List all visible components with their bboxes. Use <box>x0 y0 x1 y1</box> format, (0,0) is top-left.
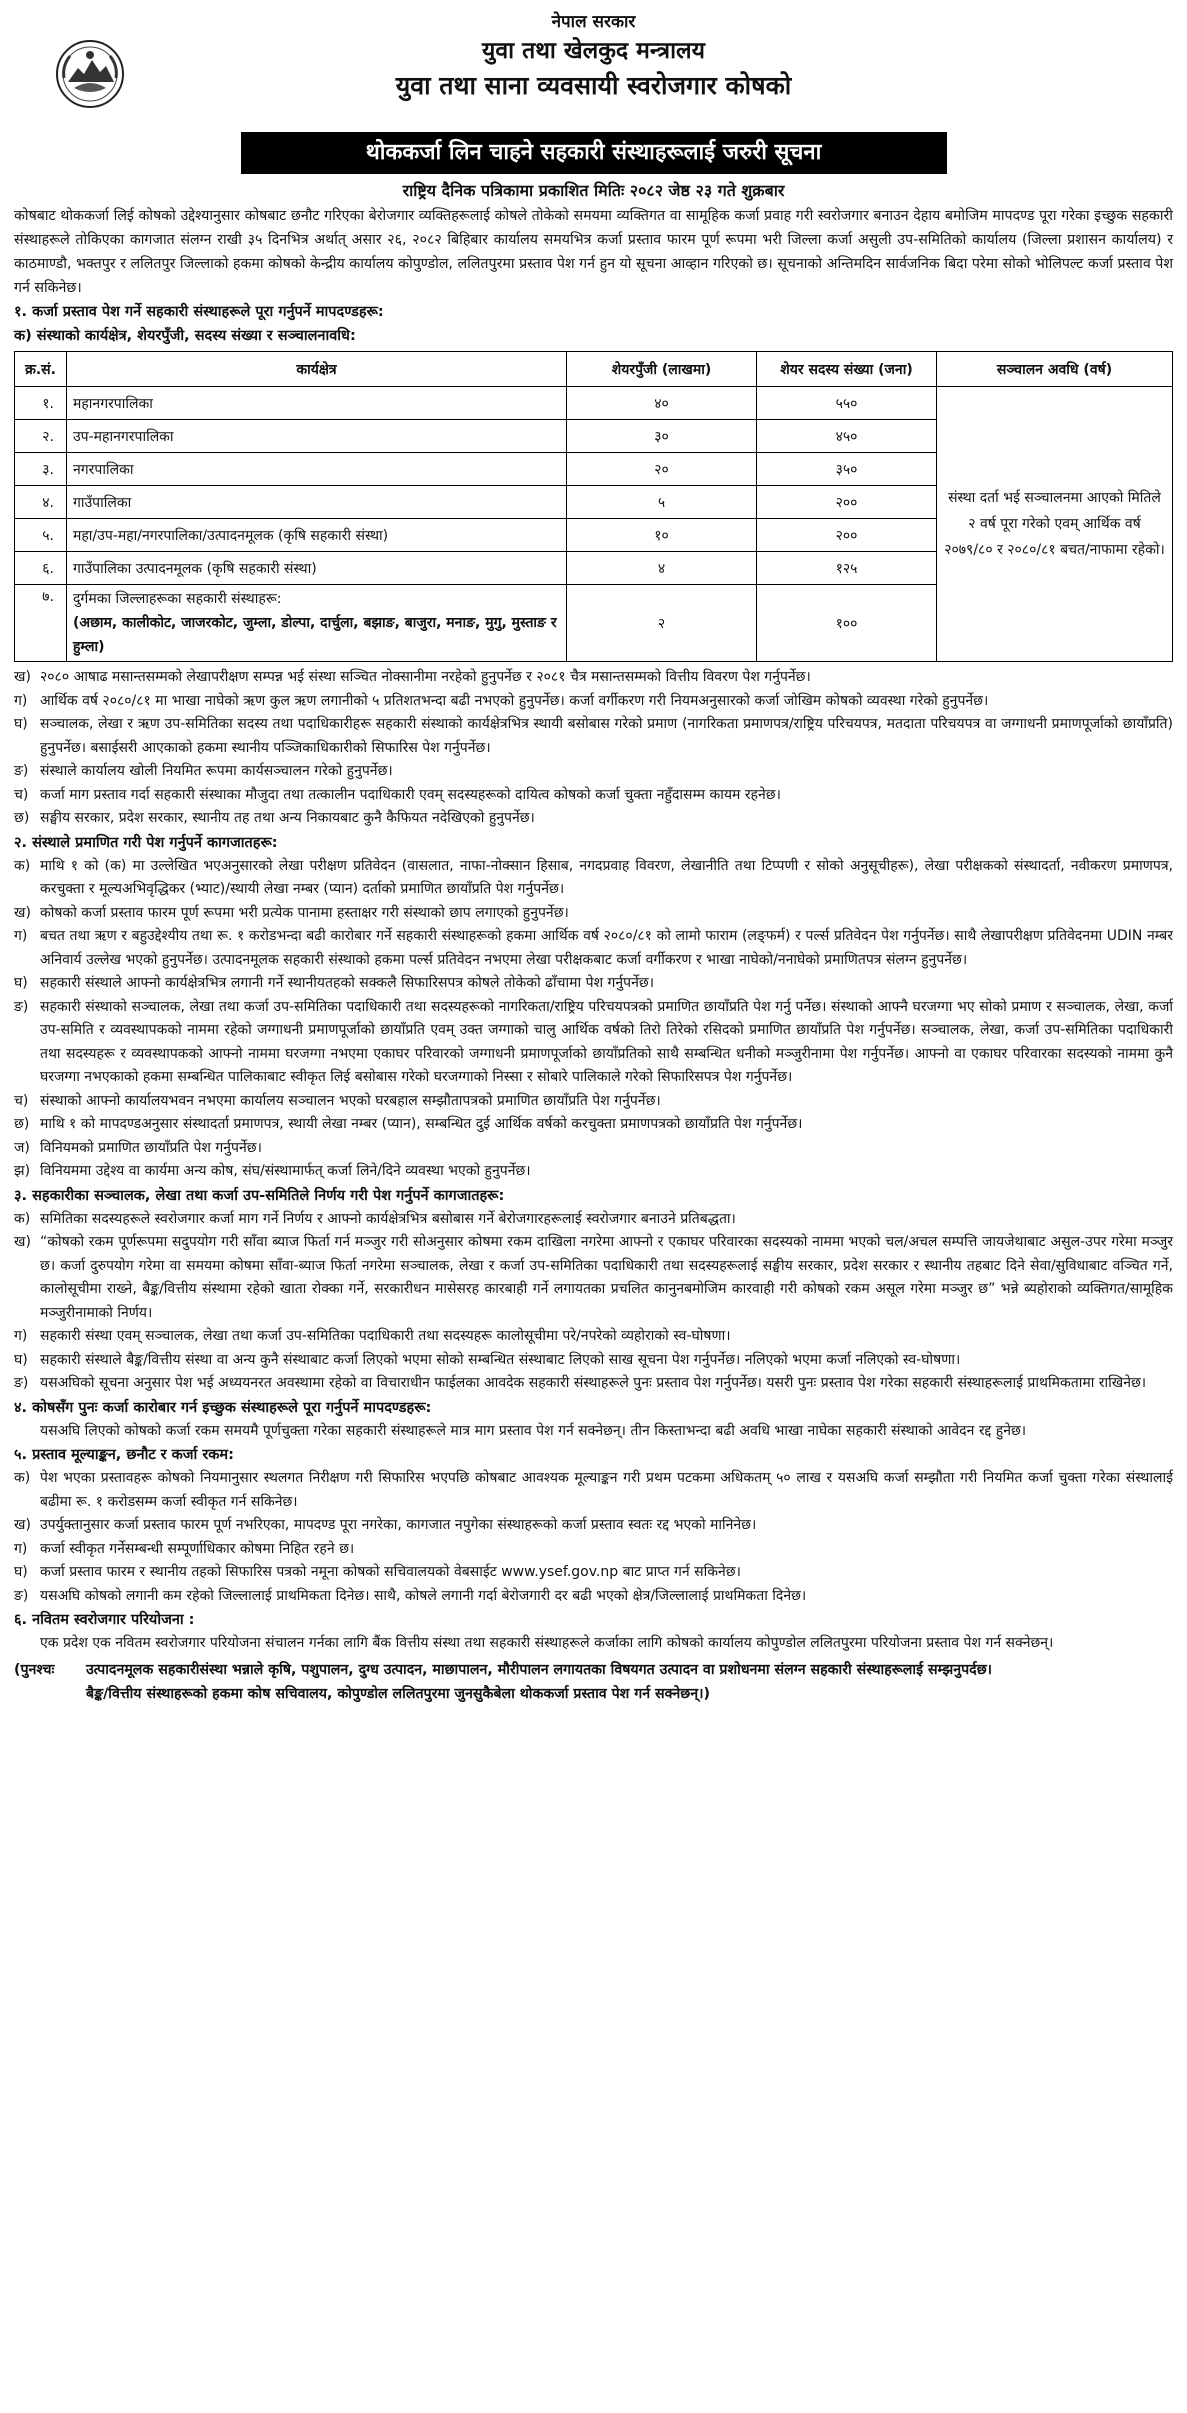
row-share: ४० <box>567 387 757 420</box>
list-item <box>14 784 1173 808</box>
item-text: माथि १ को मापदण्डअनुसार संस्थादर्ता प्रमाणपत्र, स्थायी लेखा नम्बर (प्यान), सम्बन्धित दुई आर्थिक वर्षको करचुक्ता प्रमाणपत्रको छायाँप्रति पेश गर्नुपर्नेछ। <box>40 1116 803 1132</box>
row-sn: ५. <box>15 519 67 552</box>
list-item <box>14 925 1173 972</box>
row-sn: ७. <box>15 585 67 662</box>
item-text: संस्थाले कार्यालय खोली नियमित रूपमा कार्यसञ्चालन गरेको हुनुपर्नेछ। <box>40 763 393 779</box>
item-marker: च) <box>14 1092 29 1109</box>
item-marker: छ) <box>14 1116 30 1132</box>
row-sn: ६. <box>15 552 67 585</box>
item-marker: घ) <box>14 975 28 991</box>
row-share: २० <box>567 453 757 486</box>
list-item <box>14 1561 1173 1585</box>
section-1-items <box>14 666 1173 831</box>
item-marker: घ) <box>14 1564 28 1580</box>
list-item <box>14 1325 1173 1349</box>
item-text: पेश भएका प्रस्तावहरू कोषको नियमानुसार स्थलगत निरीक्षण गरी सिफारिस भएपछि कोषबाट आवश्यक मूल्याङ्कन गरी प्रथम पटकमा अधिकतम् ५० लाख र यसअघि कर्जा सम्झौता गरी नियमित कर्जा चुक्ता गरेका संस्थालाई बढीमा रू. १ करोडसम्म कर्जा स्वीकृत गर्न सकिनेछ। <box>40 1470 1173 1510</box>
list-item <box>14 996 1173 1090</box>
item-marker: ख) <box>14 1234 31 1250</box>
footnote-line-1: उत्पादनमूलक सहकारीसंस्था भन्नाले कृषि, पशुपालन, दुग्ध उत्पादन, माछापालन, मौरीपालन लगायतका विषयगत उत्पादन वा प्रशोधनमा संलग्न सहकारी संस्थाहरूलाई सम्झनुपर्दछ। <box>86 1661 993 1678</box>
list-item <box>14 1538 1173 1562</box>
table-row <box>15 387 1173 420</box>
notice-banner: थोककर्जा लिन चाहने सहकारी संस्थाहरूलाई जरुरी सूचना <box>241 132 947 174</box>
table-header: शेयर सदस्य संख्या (जना) <box>757 352 937 387</box>
row-members: २०० <box>757 519 937 552</box>
footnote-marker: (पुनश्चः <box>14 1661 55 1678</box>
row-members: ३५० <box>757 453 937 486</box>
section-6-text <box>14 1632 1173 1656</box>
list-item <box>14 1585 1173 1609</box>
item-marker: घ) <box>14 1351 28 1368</box>
section-2-title: २. संस्थाले प्रमाणित गरी पेश गर्नुपर्ने कागजातहरू: <box>14 834 278 851</box>
item-text: यसअघिको सूचना अनुसार पेश भई अध्ययनरत अवस्थामा रहेको वा विचाराधीन फाईलका आवदेक सहकारी संस्थाहरूले पुनः प्रस्ताव पेश गर्नुपर्नेछ। यसरी पुनः प्रस्ताव पेश गरेका सहकारी संस्थाहरूलाई प्राथमिकतामा राखिनेछ। <box>40 1375 1147 1391</box>
government-title: नेपाल सरकार <box>551 12 636 32</box>
row-area: गाउँपालिका उत्पादनमूलक (कृषि सहकारी संस्था) <box>67 552 567 585</box>
duration-cell: संस्था दर्ता भई सञ्चालनमा आएको मितिले २ वर्ष पूरा गरेको एवम् आर्थिक वर्ष २०७९/८० र २०८०/८१ बचत/नाफामा रहेको। <box>937 387 1173 662</box>
item-text: कर्जा माग प्रस्ताव गर्दा सहकारी संस्थाका मौजुदा तथा तत्कालीन पदाधिकारी एवम् सदस्यहरूको दायित्व कोषको कर्जा चुक्ता नहुँदासम्म कायम रहनेछ। <box>40 786 781 803</box>
item-marker: छ) <box>14 810 30 826</box>
item-marker: ग) <box>14 692 28 709</box>
item-marker: ग) <box>14 1540 28 1557</box>
criteria-table <box>14 351 1173 662</box>
row-area: गाउँपालिका <box>67 486 567 519</box>
list-item <box>14 713 1173 760</box>
list-item <box>14 1113 1173 1137</box>
item-text: “कोषको रकम पूर्णरूपमा सदुपयोग गरी साँवा ब्याज फिर्ता गर्न मञ्जुर गरी सोअनुसार कोषमा रकम दाखिला नगरेमा आफ्नो र एकाघर परिवारका सदस्यको नाममा भएको चल/अचल सम्पत्ति जायजेथाबाट असुल-उपर गरेमा मञ्जुर छ। कर्जा दुरुपयोग गरेमा वा समयमा कोषमा साँवा-ब्याज फिर्ता नगरेमा सञ्चालक, लेखा र कर्जा उप-समितिका पदाधिकारी तथा सदस्यहरूलाई सङ्घीय सरकार, प्रदेश सरकार र स्थानीय तहबाट दिने सेवा/सुविधाबाट वञ्चित गर्ने, कालोसूचीमा राख्ने, बैङ्क/वित्तीय संस्थामा रहेको खाता रोक्का गर्ने, सरकारीधन मासेसरह कारबाही गर्ने लगायतका प्रचलित कानुनबमोजिम कारवाही गरी कोषको रकम असूल गरेमा मञ्जुर छ” भन्ने ब्यहोराको व्यक्तिगत/सामूहिक मञ्जुरीनामाको निर्णय। <box>40 1234 1173 1321</box>
section-1-subtitle: क) संस्थाको कार्यक्षेत्र, शेयरपुँजी, सदस्य संख्या र सञ्चालनावधि: <box>14 328 356 344</box>
row-members: ५५० <box>757 387 937 420</box>
list-item <box>14 807 1173 831</box>
footnote <box>14 1658 1173 1706</box>
item-text: सहकारी संस्थाले बैङ्क/वित्तीय संस्था वा अन्य कुनै संस्थाबाट कर्जा लिएको भएमा सोको सम्बन्धित संस्थाबाट लिएको साख सूचना पेश गर्नुपर्नेछ। नलिएको भएमा कर्जा नलिएको स्व-घोषणा। <box>40 1351 961 1368</box>
section-5-items <box>14 1467 1173 1608</box>
item-text: सहकारी संस्थाले आफ्नो कार्यक्षेत्रभित्र लगानी गर्ने स्थानीयतहको सक्कलै सिफारिसपत्र कोषले तोकेको ढाँचामा पेश गर्नुपर्नेछ। <box>40 975 655 991</box>
section-2-items <box>14 855 1173 1184</box>
item-text: कर्जा प्रस्ताव फारम र स्थानीय तहको सिफारिस पत्रको नमूना कोषको सचिवालयको वेबसाईट www.ysef.gov.np बाट प्राप्त गर्न सकिनेछ। <box>40 1564 741 1580</box>
section-3-title: ३. सहकारीका सञ्चालक, लेखा तथा कर्जा उप-समितिले निर्णय गरी पेश गर्नुपर्ने कागजातहरू: <box>14 1187 505 1204</box>
item-text: आर्थिक वर्ष २०८०/८१ मा भाखा नाघेको ऋण कुल ऋण लगानीको ५ प्रतिशतभन्दा बढी नभएको हुनुपर्नेछ। कर्जा वर्गीकरण गरी नियमअनुसारको कर्जा जोखिम कोषको व्यवस्था गरेको हुनुपर्नेछ। <box>40 692 989 709</box>
list-item <box>14 1137 1173 1161</box>
section-5-title: ५. प्रस्ताव मूल्याङ्कन, छनौट र कर्जा रकम: <box>14 1447 234 1463</box>
row-members: ४५० <box>757 420 937 453</box>
section-4-text <box>14 1420 1173 1444</box>
row-members: १२५ <box>757 552 937 585</box>
item-text: संस्थाको आफ्नो कार्यालयभवन नभएमा कार्यालय सञ्चालन भएको घरबहाल सम्झौतापत्रको प्रमाणित छायाँप्रति पेश गर्नुपर्नेछ। <box>40 1092 661 1109</box>
list-item <box>14 1231 1173 1325</box>
intro-paragraph: कोषबाट थोककर्जा लिई कोषको उद्देश्यानुसार कोषबाट छनौट गरिएका बेरोजगार व्यक्तिहरूलाई कोषले तोकेको समयमा व्यक्तिगत वा सामूहिक कर्जा प्रवाह गरी स्वरोजगार बनाउन देहाय बमोजिम मापदण्ड पूरा गरेका इच्छुक सहकारी संस्थाहरूले तोकिएका कागजात संलग्न राखी ३५ दिनभित्र अर्थात् असार २६, २०८२ बिहिबार कार्यालय समयभित्र कर्जा प्रस्ताव फारम पूर्ण रूपमा भरी जिल्ला कर्जा असुली उप-समितिको कार्यालय (जिल्ला प्रशासन कार्यालय) र काठमाण्डौ, भक्तपुर र ललितपुर जिल्लाको हकमा कोषको केन्द्रीय कार्यालय कोपुण्डोल, ललितपुरमा प्रस्ताव पेश गर्न हुन यो सूचना आव्हान गरिएको छ। सूचनाको अन्तिमदिन सार्वजनिक बिदा परेमा सोको भोलिपल्ट कर्जा प्रस्ताव पेश गर्न सकिनेछ। <box>14 208 1173 296</box>
item-text: समितिका सदस्यहरूले स्वरोजगार कर्जा माग गर्ने निर्णय र आफ्नो कार्यक्षेत्रभित्र बसोबास गर्ने बेरोजगारहरूलाई स्वरोजगार बनाउने प्रतिबद्धता। <box>40 1210 736 1227</box>
row-share: ४ <box>567 552 757 585</box>
list-item <box>14 972 1173 996</box>
item-marker: ग) <box>14 928 28 944</box>
item-marker: घ) <box>14 716 28 732</box>
list-item <box>14 666 1173 690</box>
item-text: २०८० आषाढ मसान्तसम्मको लेखापरीक्षण सम्पन्न भई संस्था सञ्चित नोक्सानीमा नरहेको हुनुपर्नेछ र २०८१ चैत्र मसान्तसम्मको वित्तीय विवरण पेश गर्नुपर्नेछ। <box>40 669 811 685</box>
row-area: महा/उप-महा/नगरपालिका/उत्पादनमूलक (कृषि सहकारी संस्था) <box>67 519 567 552</box>
list-item <box>14 1467 1173 1514</box>
item-marker: ज) <box>14 1139 30 1156</box>
table-header: क्र.सं. <box>15 352 67 387</box>
nepal-emblem-icon <box>54 38 126 110</box>
item-text: माथि १ को (क) मा उल्लेखित भएअनुसारको लेखा परीक्षण प्रतिवेदन (वासलात, नाफा-नोक्सान हिसाब, नगदप्रवाह विवरण, लेखानीति तथा टिप्पणी र सोको अनुसूचीहरू), लेखा परीक्षकको संस्थादर्ता, नवीकरण प्रमाणपत्र, करचुक्ता र मूल्यअभिवृद्धिकर (भ्याट)/स्थायी लेखा नम्बर (प्यान) दर्ताको प्रमाणित छायाँप्रति पेश गर्नुपर्नेछ। <box>40 857 1173 897</box>
list-item <box>14 1160 1173 1184</box>
list-item <box>14 1514 1173 1538</box>
section-6-title: ६. नवितम स्वरोजगार परियोजना : <box>14 1612 195 1628</box>
ministry-title: युवा तथा खेलकुद मन्त्रालय <box>482 38 705 64</box>
row-members: २०० <box>757 486 937 519</box>
item-text: यसअघि लिएको कोषको कर्जा रकम समयमै पूर्णचुक्ता गरेका सहकारी संस्थाहरूले मात्र माग प्रस्ताव पेश गर्न सक्नेछन्। तीन किस्ताभन्दा बढी अवधि भाखा नाघेका सहकारी संस्थाको आवेदन रद्द हुनेछ। <box>40 1422 1027 1439</box>
section-3-items <box>14 1208 1173 1396</box>
row-share: २ <box>567 585 757 662</box>
row-share: ५ <box>567 486 757 519</box>
row-members: १०० <box>757 585 937 662</box>
row-sn: ४. <box>15 486 67 519</box>
item-marker: ख) <box>14 669 31 685</box>
item-marker: झ) <box>14 1163 31 1179</box>
item-text: विनियमको प्रमाणित छायाँप्रति पेश गर्नुपर्नेछ। <box>40 1139 262 1156</box>
row-area: महानगरपालिका <box>67 387 567 420</box>
row-share: १० <box>567 519 757 552</box>
list-item <box>14 902 1173 926</box>
item-text: विनियममा उद्देश्य वा कार्यमा अन्य कोष, संघ/संस्थामार्फत् कर्जा लिने/दिने व्यवस्था भएको हुनुपर्नेछ। <box>40 1163 531 1179</box>
row-sn: १. <box>15 387 67 420</box>
item-marker: ग) <box>14 1328 28 1344</box>
item-marker: ङ) <box>14 763 29 779</box>
item-marker: ङ) <box>14 1375 29 1391</box>
row-area: दुर्गमका जिल्लाहरूका सहकारी संस्थाहरू: <box>73 591 282 607</box>
section-1-title: १. कर्जा प्रस्ताव पेश गर्ने सहकारी संस्थाहरूले पूरा गर्नुपर्ने मापदण्डहरू: <box>14 304 384 320</box>
item-marker: क) <box>14 857 31 874</box>
item-marker: ङ) <box>14 998 29 1015</box>
table-header: सञ्चालन अवधि (वर्ष) <box>937 352 1173 387</box>
item-marker: च) <box>14 786 29 803</box>
list-item <box>14 1090 1173 1114</box>
item-text: कोषको कर्जा प्रस्ताव फारम पूर्ण रूपमा भरी प्रत्येक पानामा हस्ताक्षर गरी संस्थाको छाप लगाएको हुनुपर्नेछ। <box>40 904 569 921</box>
item-marker: ख) <box>14 1517 31 1533</box>
list-item <box>14 1349 1173 1373</box>
list-item <box>14 1208 1173 1232</box>
item-text: बचत तथा ऋण र बहुउद्देश्यीय तथा रू. १ करोडभन्दा बढी कारोबार गर्ने सहकारी संस्थाहरूको हकमा आर्थिक वर्ष २०८०/८१ को लामो फाराम (लङ्फर्म) र पर्ल्स प्रतिवेदन पेश गर्नुपर्नेछ। साथै लेखापरीक्षण प्रतिवेदनमा UDIN नम्बर अनिवार्य उल्लेख भएको हुनुपर्नेछ। उत्पादनमूलक सहकारी संस्थाको हकमा पर्ल्स प्रतिवेदन नभएमा लेखा परीक्षकबाट कर्जा वर्गीकरण र भाखा नाघेको/ननाघेको प्रमाणितपत्र संलग्न हुनुपर्नेछ। <box>40 928 1173 968</box>
remote-districts-list: (अछाम, कालीकोट, जाजरकोट, जुम्ला, डोल्पा, दार्चुला, बझाङ, बाजुरा, मनाङ, मुगु, मुस्ताङ र हुम्ला) <box>73 615 557 655</box>
item-text: सहकारी संस्था एवम् सञ्चालक, लेखा तथा कर्जा उप-समितिका पदाधिकारी तथा सदस्यहरू कालोसूचीमा परे/नपरेको व्यहोराको स्व-घोषणा। <box>40 1328 731 1344</box>
table-header: कार्यक्षेत्र <box>67 352 567 387</box>
item-marker: ङ) <box>14 1587 29 1604</box>
row-sn: २. <box>15 420 67 453</box>
item-marker: क) <box>14 1210 31 1227</box>
list-item <box>14 855 1173 902</box>
item-text: सङ्घीय सरकार, प्रदेश सरकार, स्थानीय तह तथा अन्य निकायबाट कुनै कैफियत नदेखिएको हुनुपर्नेछ। <box>40 810 535 826</box>
list-item <box>14 1372 1173 1396</box>
publication-date: राष्ट्रिय दैनिक पत्रिकामा प्रकाशित मितिः २०८२ जेष्ठ २३ गते शुक्रबार <box>402 181 785 200</box>
item-text: उपर्युक्तानुसार कर्जा प्रस्ताव फारम पूर्ण नभरिएका, मापदण्ड पूरा नगरेका, कागजात नपुगेका संस्थाहरूको कर्जा प्रस्ताव स्वतः रद्द भएको मानिनेछ। <box>40 1517 757 1533</box>
row-area: नगरपालिका <box>67 453 567 486</box>
item-text: सञ्चालक, लेखा र ऋण उप-समितिका सदस्य तथा पदाधिकारीहरू सहकारी संस्थाको कार्यक्षेत्रभित्र स्थायी बसोबास गरेको प्रमाण (नागरिकता प्रमाणपत्र/राष्ट्रिय परिचयपत्र, मतदाता परिचयपत्र वा जग्गाधनी प्रमाणपूर्जाको छायाँप्रति) हुनुपर्नेछ। बसाईसरी आएकाको हकमा स्थानीय पञ्जिकाधिकारीको सिफारिस पेश गर्नुपर्नेछ। <box>40 716 1173 756</box>
row-area-cell <box>67 585 567 662</box>
item-text: सहकारी संस्थाको सञ्चालक, लेखा तथा कर्जा उप-समितिका पदाधिकारी तथा सदस्यहरूको नागरिकता/राष्ट्रिय परिचयपत्रको प्रमाणित छायाँप्रति पेश गर्नु पर्नेछ। संस्थाको आफ्नै घरजग्गा भए सोको प्रमाण र सञ्चालक, लेखा, कर्जा उप-समिति र व्यवस्थापकको नाममा रहेको जग्गाधनी प्रमाणपूर्जाको छायाँप्रति एवम् उक्त जग्गाको चालु आर्थिक वर्षको तिरो तिरेको रसिदको प्रमाणित छायाँप्रति पेश गर्नुपर्नेछ। सञ्चालक, लेखा, कर्जा उप-समितिका पदाधिकारी तथा सदस्यहरू र व्यवस्थापकको आफ्नो नाममा घरजग्गा नभएमा एकाघर परिवारको जग्गाधनी प्रमाणपूर्जाको छायाँप्रतिको साथै सम्बन्धित धनीको मञ्जुरीनामा पेश गर्नुपर्नेछ। आफ्नो वा एकाघर परिवारका सदस्यको नाममा कुनै घरजग्गा नभएकाको हकमा सम्बन्धित पालिकाबाट स्वीकृत लिई बसोबास गरेको घरजग्गाको निस्सा र सोबारे पालिकाले गरेको सिफारिसपत्र पेश गर्नुपर्नेछ। <box>40 998 1173 1085</box>
row-share: ३० <box>567 420 757 453</box>
section-4-title: ४. कोषसँग पुनः कर्जा कारोबार गर्न इच्छुक संस्थाहरूले पूरा गर्नुपर्ने मापदण्डहरू: <box>14 1399 432 1416</box>
notice-header <box>14 10 1173 128</box>
row-area: उप-महानगरपालिका <box>67 420 567 453</box>
table-header: शेयरपुँजी (लाखमा) <box>567 352 757 387</box>
item-text: यसअघि कोषको लगानी कम रहेको जिल्लालाई प्राथमिकता दिनेछ। साथै, कोषले लगानी गर्दा बेरोजगारी दर बढी भएको क्षेत्र/जिल्लालाई प्राथमिकता दिनेछ। <box>40 1587 807 1604</box>
item-marker: ख) <box>14 904 31 921</box>
list-item <box>14 760 1173 784</box>
item-text: एक प्रदेश एक नवितम स्वरोजगार परियोजना संचालन गर्नका लागि बैंक वित्तीय संस्था तथा सहकारी संस्थाहरूले कर्जाका लागि कोषको कार्यालय कोपुण्डोल ललितपुरमा परियोजना प्रस्ताव पेश गर्न सक्नेछन्। <box>40 1635 1054 1651</box>
item-text: कर्जा स्वीकृत गर्नेसम्बन्धी सम्पूर्णाधिकार कोषमा निहित रहने छ। <box>40 1540 355 1557</box>
footnote-line-2: बैङ्क/वित्तीय संस्थाहरूको हकमा कोष सचिवालय, कोपुण्डोल ललितपुरमा जुनसुकैबेला थोककर्जा प्रस्ताव पेश गर्न सक्नेछन्।) <box>86 1685 710 1702</box>
item-marker: क) <box>14 1470 31 1486</box>
fund-title: युवा तथा साना व्यवसायी स्वरोजगार कोषको <box>395 71 792 100</box>
row-sn: ३. <box>15 453 67 486</box>
list-item <box>14 690 1173 714</box>
